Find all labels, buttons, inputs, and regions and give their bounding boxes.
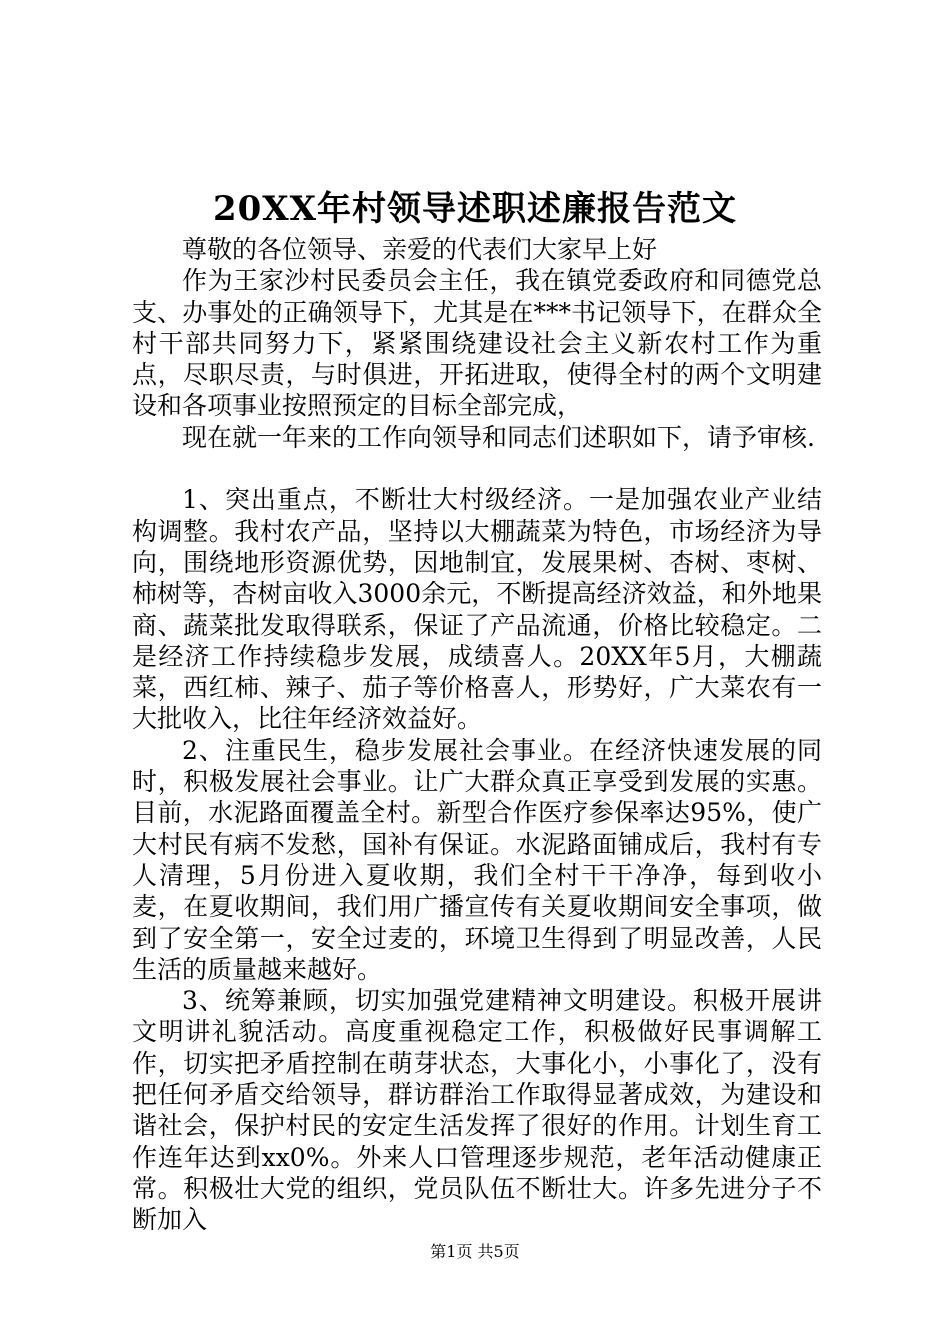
paragraph-report-intro: 现在就一年来的工作向领导和同志们述职如下，请予审核.	[182, 422, 815, 452]
paragraph-section-3: 3、统筹兼顾，切实加强党建精神文明建设。积极开展讲文明讲礼貌活动。高度重视稳定工作，积极做好民事调解工作，切实把矛盾控制在萌芽状态，大事化小，小事化了，没有把任何矛盾交给领导，群访群治工作取得显著成效，为建设和谐社会，保护村民的安定生活发挥了很好的作用。计划生育工作连年达到xx0%。外来人口管理逐步规范，老年活动健康正常。积极壮大党的组织，党员队伍不断壮大。许多先进分子不断加入	[132, 986, 822, 1235]
paragraph-introduction: 作为王家沙村民委员会主任，我在镇党委政府和同德党总支、办事处的正确领导下，尤其是在***书记领导下，在群众全村干部共同努力下，紧紧围绕建设社会主义新农村工作为重点，尽职尽责，与时俱进，开拓进取，使得全村的两个文明建设和各项事业按照预定的目标全部完成，	[132, 266, 822, 421]
paragraph-section-1: 1、突出重点，不断壮大村级经济。一是加强农业产业结构调整。我村农产品，坚持以大棚蔬菜为特色，市场经济为导向，围绕地形资源优势，因地制宜，发展果树、杏树、枣树、柿树等，杏树亩收入3000余元，不断提高经济效益，和外地果商、蔬菜批发取得联系，保证了产品流通，价格比较稳定。二是经济工作持续稳步发展，成绩喜人。20XX年5月，大棚蔬菜，西红柿、辣子、茄子等价格喜人，形势好，广大菜农有一大批收入，比往年经济效益好。	[132, 485, 822, 734]
paragraph-salutation: 尊敬的各位领导、亲爱的代表们大家早上好	[182, 235, 658, 264]
paragraph-spacer	[132, 453, 822, 484]
document-body	[132, 234, 822, 1236]
page-footer: 第1页 共5页	[430, 1242, 520, 1261]
document-title: 20XX年村领导述职述廉报告范文	[212, 189, 738, 229]
paragraph-section-2: 2、注重民生，稳步发展社会事业。在经济快速发展的同时，积极发展社会事业。让广大群众真正享受到发展的实惠。目前，水泥路面覆盖全村。新型合作医疗参保率达95%，使广大村民有病不发愁，国补有保证。水泥路面铺成后，我村有专人清理，5月份进入夏收期，我们全村干干净净，每到收小麦，在夏收期间，我们用广播宣传有关夏收期间安全事项，做到了安全第一，安全过麦的，环境卫生得到了明显改善，人民生活的质量越来越好。	[132, 735, 822, 984]
